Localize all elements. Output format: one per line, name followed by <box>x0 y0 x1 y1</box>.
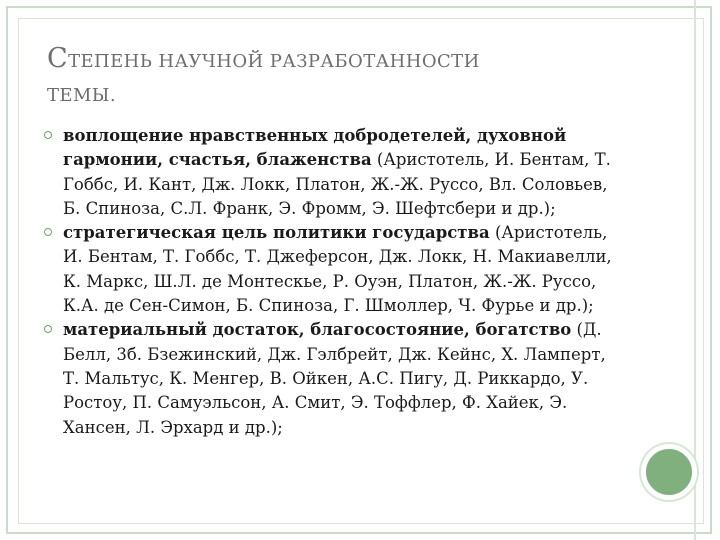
list-item <box>44 124 624 221</box>
item-text <box>63 318 624 439</box>
title-initial: С <box>47 43 69 74</box>
list-item <box>44 318 624 439</box>
item-text <box>63 221 624 318</box>
item-rest-text: (Аристотель, И. Бентам, Т. Гоббс, Т. Джеферсон, Дж. Локк, Н. Макиавелли, К. Маркс, Ш.Л. де Монтескье, Р. Оуэн, Платон, Ж.-Ж. Руссо, К.А. де Сен-Симон, Б. Спиноза, Г. Шмоллер, Ч. Фурье и др.); <box>63 223 612 316</box>
item-text <box>63 124 624 221</box>
title-line-1 <box>47 42 647 79</box>
item-rest-text: (Аристотель, И. Бентам, Т. Гоббс, И. Кант, Дж. Локк, Платон, Ж.-Ж. Руссо, Вл. Соловьев, Б. Спиноза, С.Л. Франк, Э. Фромм, Э. Шефтсбери и др.); <box>63 150 611 218</box>
decorative-circle <box>641 444 697 500</box>
item-bold-text: воплощение нравственных добродетелей, духовной гармонии, счастья, блаженства <box>63 126 567 170</box>
title-line-2: ТЕМЫ. <box>47 85 117 106</box>
item-bold-text: материальный достаток, благосостояние, богатство <box>63 320 572 340</box>
item-bold-text: стратегическая цель политики государства <box>63 223 490 243</box>
bullet-circle-icon <box>44 325 52 333</box>
item-rest-text: (Д. Белл, 3б. Бзежинский, Дж. Гэлбрейт, Дж. Кейнс, Х. Ламперт, Т. Мальтус, К. Менгер, В. Ойкен, А.С. Пигу, Д. Риккардо, У. Ростоу, П. Самуэльсон, А. Смит, Э. Тоффлер, Ф. Хайек, Э. Хансен, Л. Эрхард и др.); <box>63 320 606 437</box>
list-item <box>44 221 624 318</box>
title-rest: ТЕПЕНЬ НАУЧНОЙ РАЗРАБОТАННОСТИ <box>68 51 480 72</box>
slide-title <box>47 42 647 113</box>
bullet-circle-icon <box>44 131 52 139</box>
bullet-list <box>44 124 624 440</box>
bullet-circle-icon <box>44 228 52 236</box>
